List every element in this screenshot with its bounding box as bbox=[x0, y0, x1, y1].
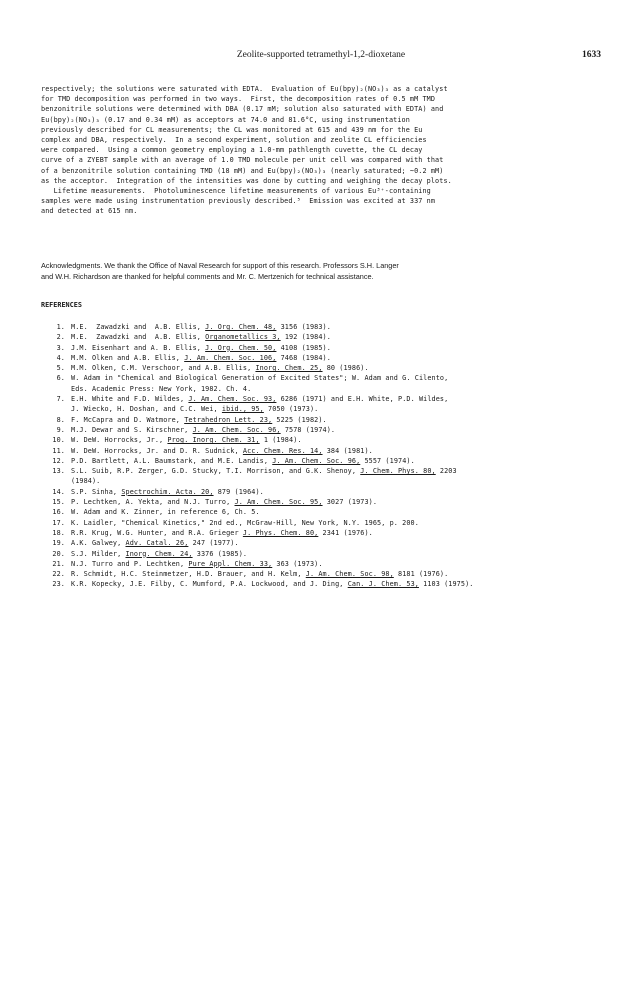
reference-item bbox=[41, 435, 616, 445]
reference-number: 17. bbox=[52, 518, 65, 527]
reference-text: M.M. Olken and A.B. Ellis, bbox=[71, 353, 185, 362]
reference-item bbox=[41, 384, 616, 394]
body-line: Lifetime measurements. Photoluminescence lifetime measurements of various Eu³⁺-containing bbox=[41, 186, 431, 195]
reference-item bbox=[41, 497, 616, 507]
reference-item bbox=[41, 363, 616, 373]
reference-number: 16. bbox=[52, 508, 65, 517]
reference-item bbox=[41, 446, 616, 456]
reference-text: R.R. Krug, W.G. Hunter, and R.A. Grieger bbox=[71, 528, 243, 537]
journal-citation: Inorg. Chem. 24, bbox=[125, 549, 193, 558]
journal-citation: Pure Appl. Chem. 33, bbox=[188, 559, 273, 568]
body-line: were compared. Using a common geometry employing a 1.0-mm pathlength cuvette, the CL decay bbox=[41, 146, 423, 155]
reference-number: 14. bbox=[52, 487, 65, 496]
reference-number: 23. bbox=[52, 580, 65, 589]
reference-item bbox=[41, 343, 616, 353]
reference-text: 1103 (1975). bbox=[418, 580, 474, 589]
journal-citation: J. Chem. Phys. 80, bbox=[360, 467, 436, 476]
reference-item bbox=[41, 559, 616, 569]
reference-text: 5225 (1982). bbox=[272, 415, 327, 424]
reference-text: 192 (1984). bbox=[280, 333, 331, 342]
reference-text: F. McCapra and D. Watmore, bbox=[71, 415, 185, 424]
reference-text: J. Wiecko, H. Doshan, and C.C. Wei, bbox=[71, 405, 222, 414]
reference-number: 22. bbox=[52, 570, 65, 579]
reference-text: 80 (1986). bbox=[322, 364, 369, 373]
reference-number: 3. bbox=[56, 343, 65, 352]
reference-item bbox=[41, 425, 616, 435]
reference-item bbox=[41, 538, 616, 548]
journal-citation: J. Am. Chem. Soc. 98, bbox=[305, 570, 394, 579]
reference-number: 6. bbox=[56, 374, 65, 383]
running-title: Zeolite-supported tetramethyl-1,2-dioxetane bbox=[236, 50, 406, 60]
reference-number: 2. bbox=[56, 333, 65, 342]
journal-citation: ibid., 95, bbox=[221, 405, 264, 414]
reference-number: 9. bbox=[56, 425, 65, 434]
reference-text: A.K. Galwey, bbox=[71, 539, 126, 548]
reference-text: 7578 (1974). bbox=[280, 425, 336, 434]
reference-number: 15. bbox=[52, 498, 65, 507]
reference-item bbox=[41, 579, 616, 589]
journal-citation: J. Am. Chem. Soc. 93, bbox=[188, 395, 277, 404]
body-line: curve of a ZYEBT sample with an average of 1.0 TMD molecule per unit cell was compared with that bbox=[41, 156, 444, 165]
body-line: Eu(bpy)₂(NO₃)₃ (0.17 and 0.34 mM) as acceptors at 74.0 and 81.6°C, using instrumentation bbox=[41, 115, 410, 124]
reference-item bbox=[41, 549, 616, 559]
reference-text: 7050 (1973). bbox=[263, 405, 319, 414]
reference-text: (1984). bbox=[71, 477, 101, 486]
reference-text: N.J. Turro and P. Lechtken, bbox=[71, 559, 189, 568]
reference-text: S.P. Sinha, bbox=[71, 487, 122, 496]
reference-number: 20. bbox=[52, 549, 65, 558]
reference-item bbox=[41, 404, 616, 414]
reference-item bbox=[41, 518, 616, 528]
reference-text: 4108 (1985). bbox=[276, 343, 331, 352]
experimental-text bbox=[41, 84, 611, 216]
reference-text: P. Lechtken, A. Yekta, and N.J. Turro, bbox=[71, 498, 235, 507]
body-line: samples were made using instrumentation previously described.⁵ Emission was excited at 337 nm bbox=[41, 197, 436, 206]
reference-text: 7468 (1984). bbox=[276, 353, 331, 362]
reference-text: 363 (1973). bbox=[272, 559, 323, 568]
journal-citation: J. Org. Chem. 50, bbox=[205, 343, 277, 352]
reference-number: 19. bbox=[52, 539, 65, 548]
reference-number: 7. bbox=[56, 395, 65, 404]
reference-item bbox=[41, 353, 616, 363]
reference-number: 10. bbox=[52, 436, 65, 445]
journal-citation: Can. J. Chem. 53, bbox=[347, 580, 419, 589]
journal-citation: Acc. Chem. Res. 14, bbox=[242, 446, 323, 455]
reference-text: E.H. White and F.D. Wildes, bbox=[71, 395, 189, 404]
journal-citation: Adv. Catal. 26, bbox=[125, 539, 189, 548]
body-line: as the acceptor. Integration of the intensities was done by cutting and weighing the decay plots. bbox=[41, 176, 452, 185]
reference-item bbox=[41, 507, 616, 517]
reference-text: W. Adam in "Chemical and Biological Generation of Excited States"; W. Adam and G. Cilento, bbox=[71, 374, 449, 383]
reference-text: 2203 bbox=[435, 467, 457, 476]
reference-text: 879 (1964). bbox=[213, 487, 264, 496]
reference-item bbox=[41, 487, 616, 497]
journal-citation: Organometallics 3, bbox=[205, 333, 281, 342]
reference-number: 8. bbox=[56, 415, 65, 424]
reference-item bbox=[41, 528, 616, 538]
reference-item bbox=[41, 394, 616, 404]
reference-text: 247 (1977). bbox=[188, 539, 239, 548]
reference-item bbox=[41, 456, 616, 466]
reference-text: M.J. Dewar and S. Kirschner, bbox=[71, 425, 193, 434]
reference-text: 6286 (1971) and E.H. White, P.D. Wildes, bbox=[276, 395, 449, 404]
journal-citation: J. Am. Chem. Soc. 106, bbox=[184, 353, 277, 362]
reference-item bbox=[41, 332, 616, 342]
references-list bbox=[41, 322, 616, 590]
reference-text: M.E. Zawadzki and A.B. Ellis, bbox=[71, 333, 206, 342]
reference-number: 21. bbox=[52, 559, 65, 568]
journal-citation: Prog. Inorg. Chem. 31, bbox=[167, 436, 260, 445]
reference-text: 8181 (1976). bbox=[393, 570, 449, 579]
reference-text: S.L. Suib, R.P. Zerger, G.D. Stucky, T.I. Morrison, and G.K. Shenoy, bbox=[71, 467, 361, 476]
acknowledgments-line: and W.H. Richardson are thanked for helpful comments and Mr. C. Mertzenich for technical assistance. bbox=[41, 271, 374, 281]
reference-text: S.J. Milder, bbox=[71, 549, 126, 558]
journal-citation: J. Org. Chem. 48, bbox=[205, 323, 277, 331]
page-number: 1633 bbox=[582, 50, 601, 60]
references-heading: REFERENCES bbox=[41, 301, 82, 309]
reference-number: 4. bbox=[56, 353, 65, 362]
journal-citation: J. Am. Chem. Soc. 96, bbox=[192, 425, 281, 434]
reference-text: 3156 (1983). bbox=[276, 323, 331, 331]
body-line: respectively; the solutions were saturated with EDTA. Evaluation of Eu(bpy)₂(NO₃)₃ as a catalyst bbox=[41, 85, 448, 93]
body-line: previously described for CL measurements; the CL was monitored at 615 and 439 nm for the Eu bbox=[41, 125, 423, 134]
reference-item bbox=[41, 466, 616, 476]
journal-citation: J. Phys. Chem. 80, bbox=[242, 528, 319, 537]
journal-citation: J. Am. Chem. Soc. 96, bbox=[272, 456, 361, 465]
journal-citation: J. Am. Chem. Soc. 95, bbox=[234, 498, 323, 507]
reference-text: Eds. Academic Press: New York, 1982. Ch. 4. bbox=[71, 384, 252, 393]
reference-number: 18. bbox=[52, 528, 65, 537]
reference-item bbox=[41, 415, 616, 425]
reference-text: 3027 (1973). bbox=[322, 498, 378, 507]
reference-text: M.E. Zawadzki and A.B. Ellis, bbox=[71, 323, 206, 331]
reference-text: J.M. Eisenhart and A. B. Ellis, bbox=[71, 343, 206, 352]
reference-text: W. DeW. Horrocks, Jr., bbox=[71, 436, 168, 445]
reference-text: 384 (1981). bbox=[322, 446, 373, 455]
reference-number: 5. bbox=[56, 364, 65, 373]
reference-text: M.M. Olken, C.M. Verschoor, and A.B. Ellis, bbox=[71, 364, 256, 373]
reference-item bbox=[41, 322, 616, 332]
reference-number: 12. bbox=[52, 456, 65, 465]
reference-item bbox=[41, 476, 616, 486]
acknowledgments bbox=[41, 261, 611, 282]
reference-item bbox=[41, 373, 616, 383]
reference-number: 13. bbox=[52, 467, 65, 476]
reference-number: 11. bbox=[52, 446, 65, 455]
body-line: benzonitrile solutions were determined with DBA (0.17 mM; solution also saturated with EDTA) and bbox=[41, 105, 444, 114]
body-line: and detected at 615 nm. bbox=[41, 207, 138, 216]
body-line: for TMD decomposition was performed in two ways. First, the decomposition rates of 0.5 mM TMD bbox=[41, 95, 436, 104]
acknowledgments-line: Acknowledgments. We thank the Office of Naval Research for support of this research. Professors S.H. Langer bbox=[41, 261, 399, 270]
reference-text: P.D. Bartlett, A.L. Baumstark, and M.E. Landis, bbox=[71, 456, 273, 465]
reference-text: 5557 (1974). bbox=[360, 456, 415, 465]
journal-citation: Inorg. Chem. 25, bbox=[255, 364, 323, 373]
reference-item bbox=[41, 569, 616, 579]
journal-citation: Spectrochim. Acta. 20, bbox=[121, 487, 214, 496]
reference-text: W. Adam and K. Zinner, in reference 6, Ch. 5. bbox=[71, 508, 260, 517]
reference-number: 1. bbox=[56, 323, 65, 331]
reference-text: K. Laidler, "Chemical Kinetics," 2nd ed., McGraw-Hill, New York, N.Y. 1965, p. 200. bbox=[71, 518, 419, 527]
body-line: complex and DBA, respectively. In a second experiment, solution and zeolite CL efficiencies bbox=[41, 135, 427, 144]
reference-text: R. Schmidt, H.C. Steinmetzer, H.D. Brauer, and H. Kelm, bbox=[71, 570, 306, 579]
reference-text: 1 (1984). bbox=[259, 436, 302, 445]
journal-citation: Tetrahedron Lett. 23, bbox=[184, 415, 273, 424]
reference-text: 3376 (1985). bbox=[192, 549, 248, 558]
body-line: of a benzonitrile solution containing TMD (18 mM) and Eu(bpy)₂(NO₃)₃ (nearly saturated; ~0.2 mM) bbox=[41, 166, 444, 175]
reference-text: K.R. Kopecky, J.E. Filby, C. Mumford, P.A. Lockwood, and J. Ding, bbox=[71, 580, 348, 589]
reference-text: 2341 (1976). bbox=[318, 528, 373, 537]
running-head bbox=[41, 50, 601, 64]
reference-text: W. DeW. Horrocks, Jr. and D. R. Sudnick, bbox=[71, 446, 243, 455]
